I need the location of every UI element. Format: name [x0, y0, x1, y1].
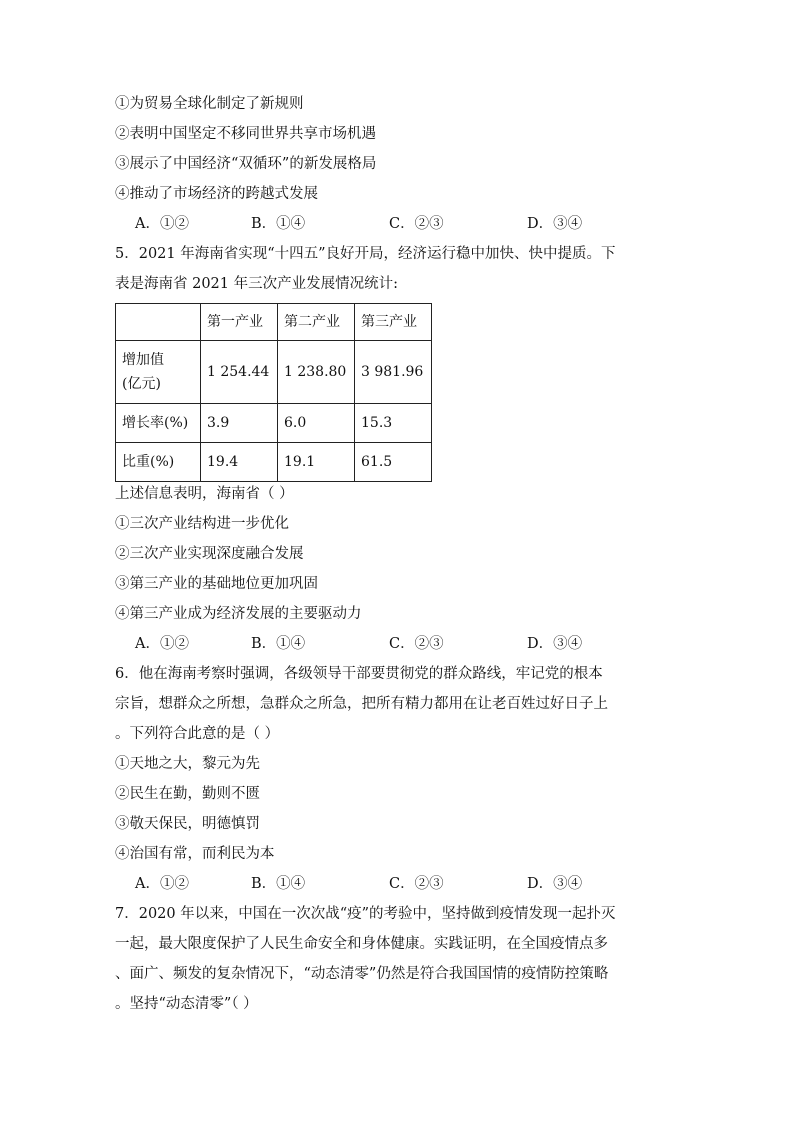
table-cell: 19.4: [201, 443, 278, 482]
table-cell: 3.9: [201, 404, 278, 443]
q6-stem-line-1: 6．他在海南考察时强调，各级领导干部要贯彻党的群众路线，牢记党的根本: [115, 666, 603, 682]
table-row-label: 比重(%): [116, 443, 201, 482]
q5-prompt: 上述信息表明，海南省（ ）: [115, 486, 294, 502]
q5-item-4: ④第三产业成为经济发展的主要驱动力: [115, 606, 362, 622]
q5-option-d[interactable]: D．③④: [527, 636, 583, 652]
table-row: [116, 443, 432, 482]
industry-statistics-table: [115, 303, 432, 482]
q4-option-d[interactable]: D．③④: [527, 216, 583, 232]
table-header-row: [116, 304, 432, 341]
q5-item-3: ③第三产业的基础地位更加巩固: [115, 576, 318, 592]
q6-option-c[interactable]: C．②③: [389, 876, 444, 892]
table-header-cell: 第一产业: [201, 304, 278, 341]
q4-option-a[interactable]: A．①②: [135, 216, 189, 232]
q6-option-d[interactable]: D．③④: [527, 876, 583, 892]
table-header-cell: 第三产业: [355, 304, 432, 341]
q5-stem-line-1: 5．2021 年海南省实现“十四五”良好开局，经济运行稳中加快、快中提质。下: [115, 246, 616, 262]
q5-stem-line-2: 表是海南省 2021 年三次产业发展情况统计:: [115, 276, 399, 292]
row-label-line: (亿元): [122, 376, 161, 392]
q6-stem-line-2: 宗旨，想群众之所想，急群众之所急，把所有精力都用在让老百姓过好日子上: [115, 696, 608, 712]
table-row-label: [116, 341, 201, 404]
row-label-line: 增加值: [122, 352, 164, 368]
table-header-cell: 第二产业: [278, 304, 355, 341]
q5-item-2: ②三次产业实现深度融合发展: [115, 546, 304, 562]
table-row: [116, 404, 432, 443]
q4-option-b[interactable]: B．①④: [251, 216, 306, 232]
table-header-cell: [116, 304, 201, 341]
q7-stem-line-1: 7．2020 年以来，中国在一次次战“疫”的考验中，坚持做到疫情发现一起扑灭: [115, 906, 616, 922]
q4-item-3: ③展示了中国经济“双循环”的新发展格局: [115, 156, 377, 172]
table-cell: 61.5: [355, 443, 432, 482]
q5-option-b[interactable]: B．①④: [251, 636, 306, 652]
q6-option-b[interactable]: B．①④: [251, 876, 306, 892]
q5-option-c[interactable]: C．②③: [389, 636, 444, 652]
q4-item-4: ④推动了市场经济的跨越式发展: [115, 186, 318, 202]
q7-stem-line-2: 一起，最大限度保护了人民生命安全和身体健康。实践证明，在全国疫情点多: [115, 936, 608, 952]
q7-stem-line-4: 。坚持“动态清零”（ ）: [115, 996, 258, 1012]
table-cell: 15.3: [355, 404, 432, 443]
table-cell: 1 254.44: [201, 341, 278, 404]
q6-option-a[interactable]: A．①②: [135, 876, 189, 892]
q6-item-1: ①天地之大，黎元为先: [115, 756, 260, 772]
q4-option-c[interactable]: C．②③: [389, 216, 444, 232]
q5-option-a[interactable]: A．①②: [135, 636, 189, 652]
table-cell: 3 981.96: [355, 341, 432, 404]
q6-stem-line-3: 。下列符合此意的是（ ）: [115, 726, 280, 742]
q6-item-3: ③敬天保民，明德慎罚: [115, 816, 260, 832]
q4-item-1: ①为贸易全球化制定了新规则: [115, 96, 304, 112]
q6-item-4: ④治国有常，而利民为本: [115, 846, 275, 862]
q4-item-2: ②表明中国坚定不移同世界共享市场机遇: [115, 126, 376, 142]
table-cell: 6.0: [278, 404, 355, 443]
q7-stem-line-3: 、面广、频发的复杂情况下，“动态清零”仍然是符合我国国情的疫情防控策略: [115, 966, 609, 982]
table-cell: 1 238.80: [278, 341, 355, 404]
table-row-label: 增长率(%): [116, 404, 201, 443]
table-row: [116, 341, 432, 404]
q6-item-2: ②民生在勤，勤则不匮: [115, 786, 260, 802]
table-cell: 19.1: [278, 443, 355, 482]
q5-item-1: ①三次产业结构进一步优化: [115, 516, 289, 532]
